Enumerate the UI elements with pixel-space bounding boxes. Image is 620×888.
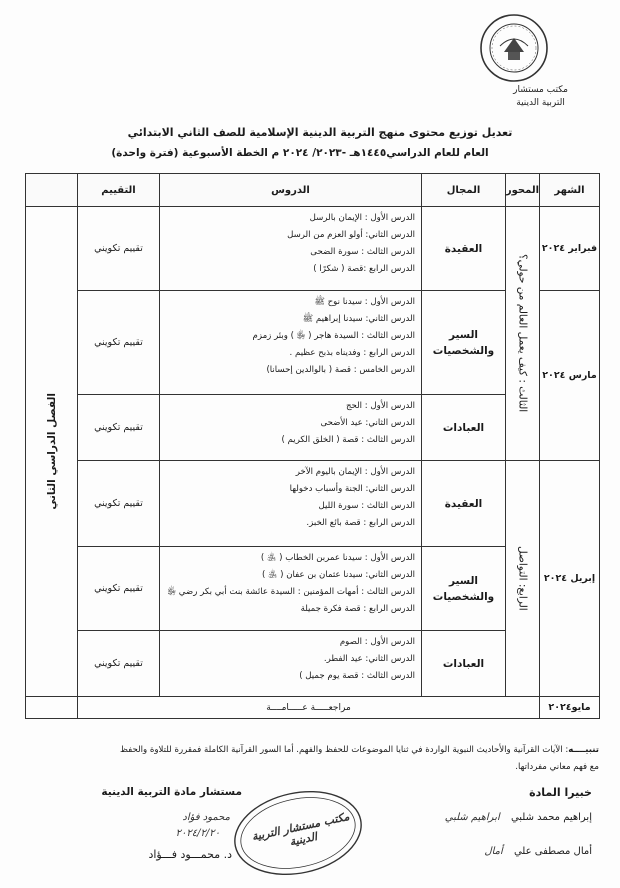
lesson-item: الدرس الثالث : قصة يوم جميل ) xyxy=(299,671,415,681)
advisor-signature: محمود فؤاد xyxy=(182,812,230,823)
field-cell: العقيدة xyxy=(422,461,506,547)
lesson-item: الدرس الرابع : قصة فكرة جميلة xyxy=(300,604,415,614)
table-row xyxy=(26,461,600,547)
lesson-item: الدرس الرابع : وفديناه بذبح عظيم . xyxy=(289,348,415,358)
lesson-item: الدرس الأول : الإيمان بالرسل xyxy=(309,213,415,223)
review-cell: مراجعـــــة عـــــامــــة xyxy=(78,697,540,719)
lesson-item: الدرس الثالث : السيدة هاجر ( ﵂ ) وبئر زمزم xyxy=(252,331,415,341)
header-eval: التقييم xyxy=(78,174,160,207)
lesson-item: الدرس الأول : سيدنا عمربن الخطاب ( ﵁ ) xyxy=(260,553,415,563)
month-cell: إبريل ٢٠٢٤ xyxy=(540,461,600,697)
ministry-seal-logo xyxy=(478,12,550,84)
advisor-title: مستشار مادة التربية الدينية xyxy=(101,786,242,798)
empty-cell xyxy=(26,697,78,719)
office-label xyxy=(513,84,568,110)
lesson-item: الدرس الثالث : أمهات المؤمنين : السيدة عائشة بنت أبي بكر رضي ﵂ xyxy=(167,587,415,597)
axis-cell xyxy=(506,207,540,461)
field-cell: السير والشخصيات xyxy=(422,291,506,395)
office-line-2: التربية الدينية xyxy=(516,98,565,108)
expert-2-line xyxy=(362,846,592,857)
semester-label: الفصل الدراسي الثاني xyxy=(45,393,58,510)
eval-cell: تقييم تكويني xyxy=(78,547,160,631)
document-title: تعديل توزيع محتوى منهج التربية الدينية الإسلامية للصف الثاني الابتدائي xyxy=(127,126,513,139)
expert-2-name: أمال مصطفى علي xyxy=(513,846,592,857)
lesson-item: الدرس الأول : الإيمان باليوم الآخر xyxy=(295,467,415,477)
experts-title: خبيرا المادة xyxy=(529,786,592,799)
office-line-1: مكتب مستشار xyxy=(513,85,568,95)
field-cell: العقيدة xyxy=(422,207,506,291)
lessons-cell xyxy=(160,631,422,697)
lesson-item: الدرس الثاني: أولو العزم من الرسل xyxy=(287,230,415,240)
header-axis: المحور xyxy=(506,174,540,207)
field-cell: العبادات xyxy=(422,631,506,697)
eval-cell: تقييم تكويني xyxy=(78,291,160,395)
lesson-item: الدرس الثالث : قصة ( الخلق الكريم ) xyxy=(281,435,415,445)
curriculum-table xyxy=(25,173,600,719)
lesson-item: الدرس الرابع :قصة ( شكرًا ) xyxy=(313,264,415,274)
lessons-cell xyxy=(160,207,422,291)
header-field: المجال xyxy=(422,174,506,207)
expert-1-line xyxy=(362,812,592,823)
axis-label: الرابع: التواصل xyxy=(516,546,529,611)
header-month: الشهر xyxy=(540,174,600,207)
lessons-cell xyxy=(160,547,422,631)
eval-cell: تقييم تكويني xyxy=(78,207,160,291)
lesson-item: الدرس الخامس : قصة ( بالوالدين إحسانا) xyxy=(266,365,415,375)
document-subtitle: العام للعام الدراسي١٤٤٥هـ -٢٠٢٣/ ٢٠٢٤ م الخطة الأسبوعية (فترة واحدة) xyxy=(111,147,489,159)
note-block: تنبيــــه: الآيات القرآنية والأحاديث النبوية الواردة في ثنايا الموضوعات للحفظ والفهم. أما السور القرآنية الكاملة فمقررة للتلاوة والحفظ مع فهم معاني مفرداتها. xyxy=(119,745,599,772)
advisor-date: ٢٠٢٤/٢/٢٠ xyxy=(175,828,220,839)
lesson-item: الدرس الثاني: سيدنا عثمان بن عفان ( ﵁ ) xyxy=(261,570,415,580)
lesson-item: الدرس الأول : الحج xyxy=(345,401,415,411)
table-row xyxy=(26,207,600,291)
axis-label: الثالث : كيف يعمل العالم من حولي؟ xyxy=(516,254,529,413)
month-cell: مايو٢٠٢٤ xyxy=(540,697,600,719)
lesson-item: الدرس الثالث : سورة الليل xyxy=(318,501,415,511)
field-cell: العبادات xyxy=(422,395,506,461)
lessons-cell xyxy=(160,291,422,395)
table-header-row xyxy=(26,174,600,207)
lesson-item: الدرس الثاني: عيد الأضحى xyxy=(320,418,415,428)
table-row-review xyxy=(26,697,600,719)
note-label: تنبيــــه xyxy=(568,745,599,755)
lessons-cell xyxy=(160,461,422,547)
note-line-1: الآيات القرآنية والأحاديث النبوية الواردة في ثنايا الموضوعات للحفظ والفهم. أما السور القرآنية الكاملة فمقررة للتلاوة والحفظ xyxy=(119,745,563,755)
month-cell: فبراير ٢٠٢٤ xyxy=(540,207,600,291)
lesson-item: الدرس الرابع : قصة بائع الخبز. xyxy=(306,518,415,528)
semester-cell xyxy=(26,207,78,697)
expert-1-name: إبراهيم محمد شلبي xyxy=(510,812,592,823)
lesson-item: الدرس الثاني: الجنة وأسباب دخولها xyxy=(289,484,415,494)
field-cell: السير والشخصيات xyxy=(422,547,506,631)
lesson-item: الدرس الثالث : سورة الضحى xyxy=(310,247,415,257)
stamp-text: مكتب مستشار التربية الدينية xyxy=(250,809,351,849)
header-empty xyxy=(26,174,78,207)
month-cell: مارس ٢٠٢٤ xyxy=(540,291,600,461)
lesson-item: الدرس الثاني: عيد الفطر. xyxy=(323,654,415,664)
axis-cell xyxy=(506,461,540,697)
advisor-name: د. محمـــود فـــؤاد xyxy=(148,848,232,861)
expert-2-signature: أمال xyxy=(484,846,503,857)
expert-1-signature: ابراهيم شلبي xyxy=(444,812,500,823)
note-line-2: مع فهم معاني مفرداتها. xyxy=(515,762,599,772)
lesson-item: الدرس الأول : سيدنا نوح ﷺ xyxy=(314,297,415,307)
lesson-item: الدرس الثاني: سيدنا إبراهيم ﷺ xyxy=(302,314,415,324)
header-lessons: الدروس xyxy=(160,174,422,207)
eval-cell: تقييم تكويني xyxy=(78,395,160,461)
eval-cell: تقييم تكويني xyxy=(78,461,160,547)
lesson-item: الدرس الأول : الصوم xyxy=(339,637,415,647)
lessons-cell xyxy=(160,395,422,461)
eval-cell: تقييم تكويني xyxy=(78,631,160,697)
